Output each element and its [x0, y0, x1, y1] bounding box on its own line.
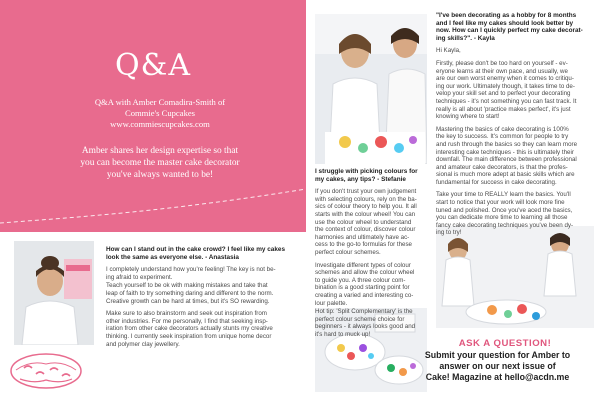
- answer-line: Investigate different types of colour: [315, 261, 411, 269]
- answer-line: sional is much more adept at basic skills which are: [436, 171, 575, 179]
- answer-paragraph: [436, 47, 596, 55]
- answer-line: Make sure to also brainstorm and seek out inspiration from: [106, 310, 267, 318]
- answer-paragraph: [436, 191, 596, 237]
- question-line: I struggle with picking colours for: [315, 168, 418, 175]
- answer-paragraph: [106, 310, 302, 348]
- answer-line: lour palette.: [315, 299, 348, 307]
- answer-line: tuned and polished. Once you've aced the basics,: [436, 206, 573, 214]
- qa-stefanie: [315, 168, 431, 343]
- answer-line: perfect colour scheme choice for: [315, 315, 405, 323]
- answer-line: schemes and allow the colour wheel: [315, 269, 415, 277]
- qa-kayla: [436, 12, 596, 242]
- answer-line: Mastering the basics of cake decorating is 100%: [436, 125, 569, 133]
- photo-amber-portrait: [14, 241, 94, 345]
- answer-line: the key to success. It's common for people to try: [436, 133, 569, 141]
- answer-paragraph: [106, 266, 302, 281]
- answer-line: harmonies and ultimately have ac-: [315, 233, 410, 241]
- question-text: [436, 12, 596, 42]
- question-line: now. How can I quickly perfect my cake decorat-: [436, 27, 583, 35]
- answer-line: interesting cake techniques - this is ultimately their: [436, 148, 574, 156]
- answer-line: Firstly, please don't be too hard on yourself - ev-: [436, 59, 568, 67]
- header-panel: [0, 0, 306, 232]
- intro-line: Q&A with Amber Comadira-Smith of: [94, 97, 226, 107]
- answer-line: If you don't trust your own judgement: [315, 188, 417, 196]
- answer-line: really is all about 'practice makes perfect', it's just: [436, 105, 571, 113]
- answer-line: starts with the colour wheel! You can: [315, 210, 416, 218]
- answer-line: I completely understand how you're feeling! The key is not be-: [106, 266, 276, 274]
- answer-line: fundamental for success in cake decorating.: [436, 178, 557, 186]
- tagline-line: Amber shares her design expertise so that: [81, 146, 239, 156]
- answer-line: eryone learns at their own pace, and usually, we: [436, 67, 568, 75]
- answer-line: and amateur cake decorators, is that the profes-: [436, 163, 568, 171]
- answer-line: thinking. I currently seek inspiration from unique home decor: [106, 332, 272, 340]
- answer-line: and polymer clay jewellery.: [106, 340, 180, 348]
- answer-paragraph: [315, 308, 431, 338]
- answer-line: perfect colour schemes.: [315, 248, 381, 256]
- answer-line: knowing where to start!: [436, 113, 500, 121]
- question-line: How can I stand out in the cake crowd? I feel like my cakes: [106, 246, 285, 253]
- answer-line: beginners - it always looks good and: [315, 323, 416, 331]
- tagline-line: you've always wanted to be!: [106, 170, 214, 180]
- answer-line: are our own worst enemy when it comes to critiqu-: [436, 75, 574, 83]
- answer-line: you can dedicate more time to learning all those: [436, 214, 568, 222]
- question-text: [106, 246, 302, 261]
- qa-anastasia: [106, 246, 302, 353]
- answer-line: start to notice that your work will look more fine: [436, 199, 565, 207]
- answer-paragraph: [315, 188, 431, 256]
- answer-line: cess to the go-to formulas for these: [315, 241, 412, 249]
- answer-paragraph: [315, 262, 431, 308]
- ask-line: answer on our next issue of: [439, 361, 556, 371]
- answer-line: the context of colour, discover colour: [315, 226, 416, 234]
- question-line: look the same as everyone else. - Anastasia: [106, 253, 239, 261]
- answer-line: Creative growth can be hard at times, but it's SO rewarding.: [106, 297, 270, 305]
- question-line: ing skills?". - Kayla: [436, 34, 495, 42]
- website-link[interactable]: www.commiescupcakes.com: [110, 119, 210, 129]
- answer-line: Teach yourself to be ok with making mistakes and take that: [106, 282, 268, 290]
- answer-line: leap of faith to try something daring and different to the norm.: [106, 289, 274, 297]
- answer-paragraph: [436, 126, 596, 187]
- dashed-curve-decoration: [0, 175, 306, 232]
- ask-question-heading: ASK A QUESTION!: [458, 338, 552, 349]
- ask-question-text: [395, 350, 600, 383]
- answer-line: ing afraid to experiment.: [106, 273, 173, 281]
- answer-line: and rush through the basics so they can learn more: [436, 140, 578, 148]
- answer-paragraph: [106, 282, 302, 305]
- answer-line: ing to try!: [436, 229, 462, 237]
- answer-line: fancy cake decorating techniques you've been dy-: [436, 221, 574, 229]
- answer-line: Take your time to REALLY learn the basics. You'll: [436, 191, 571, 199]
- answer-line: creating a varied and interesting co-: [315, 291, 414, 299]
- answer-line: Hot tip: 'Split Complementary' is the: [315, 308, 413, 316]
- answer-paragraph: [436, 60, 596, 121]
- answer-line: to guide you. A three colour com-: [315, 276, 406, 284]
- answer-line: with selecting colours, rely on the ba-: [315, 195, 417, 203]
- answer-line: use the colour wheel to understand: [315, 218, 412, 226]
- question-text: [315, 168, 431, 183]
- answer-line: it's hard to muck up!: [315, 330, 371, 338]
- photo-decorating-class: [315, 14, 427, 164]
- question-line: my cakes, any tips? - Stefanie: [315, 175, 406, 183]
- answer-line: ing our work. Ultimately though, it takes time to de-: [436, 82, 575, 90]
- question-line: "I've been decorating as a hobby for 8 months: [436, 12, 577, 19]
- answer-line: sics of colour theory to help you. It all: [315, 203, 417, 211]
- commies-cupcakes-logo: [10, 352, 82, 390]
- answer-line: iration from other cake decorators actually stunts my creative: [106, 325, 273, 333]
- ask-email-line[interactable]: Cake! Magazine at hello@acdn.me: [425, 372, 570, 382]
- tagline-line: you can become the master cake decorator: [80, 158, 240, 168]
- answer-line: velop your skill set and to perfect your decorating: [436, 90, 571, 98]
- intro-text: [60, 97, 260, 130]
- intro-line: Commie's Cupcakes: [124, 108, 196, 118]
- ask-line: Submit your question for Amber to: [424, 350, 571, 360]
- answer-line: techniques - it's not something you can fast track. It: [436, 97, 577, 105]
- page-title: Q&A: [115, 48, 191, 83]
- question-line: and I feel like my cakes should look better by: [436, 19, 574, 27]
- answer-line: Hi Kayla,: [436, 47, 461, 55]
- answer-line: other industries. For me personally, I find that seeking insp-: [106, 317, 268, 325]
- answer-line: downfall. The main difference between professional: [436, 156, 577, 164]
- answer-line: bination is a good starting point for: [315, 284, 410, 292]
